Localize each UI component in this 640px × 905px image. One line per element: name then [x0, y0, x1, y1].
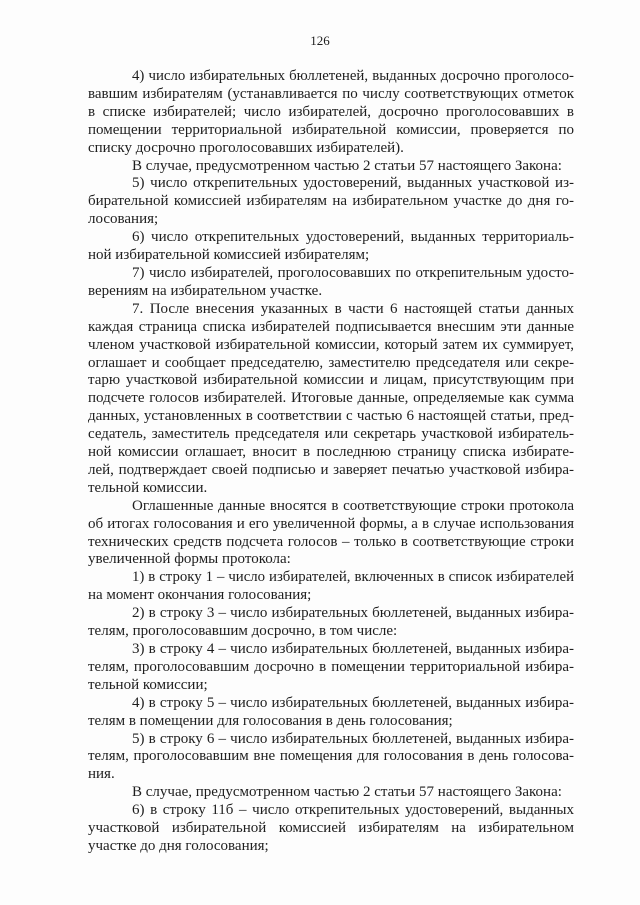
- text-line: ной избирательной комиссией избирателям;: [88, 247, 370, 264]
- text-line: лей, подтверждает своей подписью и заверяет печатью участковой избира-: [88, 461, 574, 478]
- text-line: об итогах голосования и его увеличенной формы, а в случае использования: [88, 515, 574, 532]
- text-line: Оглашенные данные вносятся в соответствующие строки протокола: [132, 497, 574, 514]
- text-line: 6) число открепительных удостоверений, выданных территориаль-: [132, 229, 574, 246]
- text-line: В случае, предусмотренном частью 2 статьи 57 настоящего Закона:: [132, 784, 562, 801]
- text-line: данных, установленных в соответствии с частью 6 настоящей статьи, пред-: [88, 408, 574, 425]
- text-line: каждая страница списка избирателей подписывается внесшим эти данные: [88, 318, 574, 335]
- text-line: телям, проголосовавшим досрочно в помещении территориальной избира-: [88, 658, 574, 675]
- text-line: 7. После внесения указанных в части 6 настоящей статьи данных: [132, 300, 574, 317]
- text-line: в списке избирателей; число избирателей, досрочно проголосовавших в: [88, 103, 574, 120]
- text-line: оглашает и сообщает председателю, заместителю председателя или секре-: [88, 354, 574, 371]
- text-line: тельной комиссии.: [88, 479, 208, 496]
- text-line: технических средств подсчета голосов – только в соответствующие строки: [88, 533, 574, 550]
- text-line: 5) в строку 6 – число избирательных бюллетеней, выданных избира-: [132, 730, 574, 747]
- text-line: вавшим избирателям (устанавливается по числу соответствующих отметок: [88, 85, 574, 102]
- text-line: тарю участковой избирательной комиссии и лицам, присутствующим при: [88, 372, 574, 389]
- text-line: 3) в строку 4 – число избирательных бюллетеней, выданных избира-: [132, 641, 574, 657]
- text-line: участковой избирательной комиссией избирателям на избирательном: [88, 820, 574, 837]
- page-number: 126: [310, 33, 330, 48]
- text-line: 2) в строку 3 – число избирательных бюллетеней, выданных избира-: [132, 605, 574, 622]
- document-body: [88, 68, 574, 856]
- text-line: телям, проголосовавшим вне помещения для голосования в день голосова-: [88, 748, 574, 765]
- text-line: 7) число избирателей, проголосовавших по открепительным удосто-: [132, 264, 574, 281]
- text-line: В случае, предусмотренном частью 2 статьи 57 настоящего Закона:: [132, 157, 562, 174]
- text-line: списку досрочно проголосовавших избирателей).: [88, 139, 404, 156]
- text-line: увеличенной формы протокола:: [88, 551, 291, 568]
- text-line: 4) в строку 5 – число избирательных бюллетеней, выданных избира-: [132, 694, 574, 711]
- text-line: ной комиссии оглашает, вносит в последнюю страницу списка избирате-: [88, 444, 574, 461]
- text-line: верениям на избирательном участке.: [88, 282, 323, 299]
- text-line: 5) число открепительных удостоверений, выданных участковой из-: [132, 175, 574, 192]
- text-line: на момент окончания голосования;: [88, 587, 312, 604]
- text-line: седатель, заместитель председателя или секретарь участковой избиратель-: [88, 426, 574, 443]
- text-line: 4) число избирательных бюллетеней, выданных досрочно проголосо-: [132, 68, 574, 84]
- text-line: подсчете голосов избирателей. Итоговые данные, определяемые как сумма: [88, 390, 574, 407]
- text-line: телям в помещении для голосования в день голосования;: [88, 712, 453, 729]
- text-line: помещении территориальной избирательной комиссии, проверяется по: [88, 121, 574, 138]
- text-line: бирательной комиссией избирателям на избирательном участке до дня го-: [88, 193, 574, 210]
- text-line: телям, проголосовавшим досрочно, в том числе:: [88, 623, 398, 640]
- text-line: тельной комиссии;: [88, 676, 208, 693]
- text-line: участке до дня голосования;: [88, 837, 269, 854]
- text-line: членом участковой избирательной комиссии, который затем их суммирует,: [88, 336, 574, 353]
- text-line: 1) в строку 1 – число избирателей, включенных в список избирателей: [132, 569, 574, 586]
- text-line: ния.: [88, 766, 115, 783]
- text-line: 6) в строку 11б – число открепительных удостоверений, выданных: [132, 802, 574, 819]
- text-line: лосования;: [88, 211, 159, 228]
